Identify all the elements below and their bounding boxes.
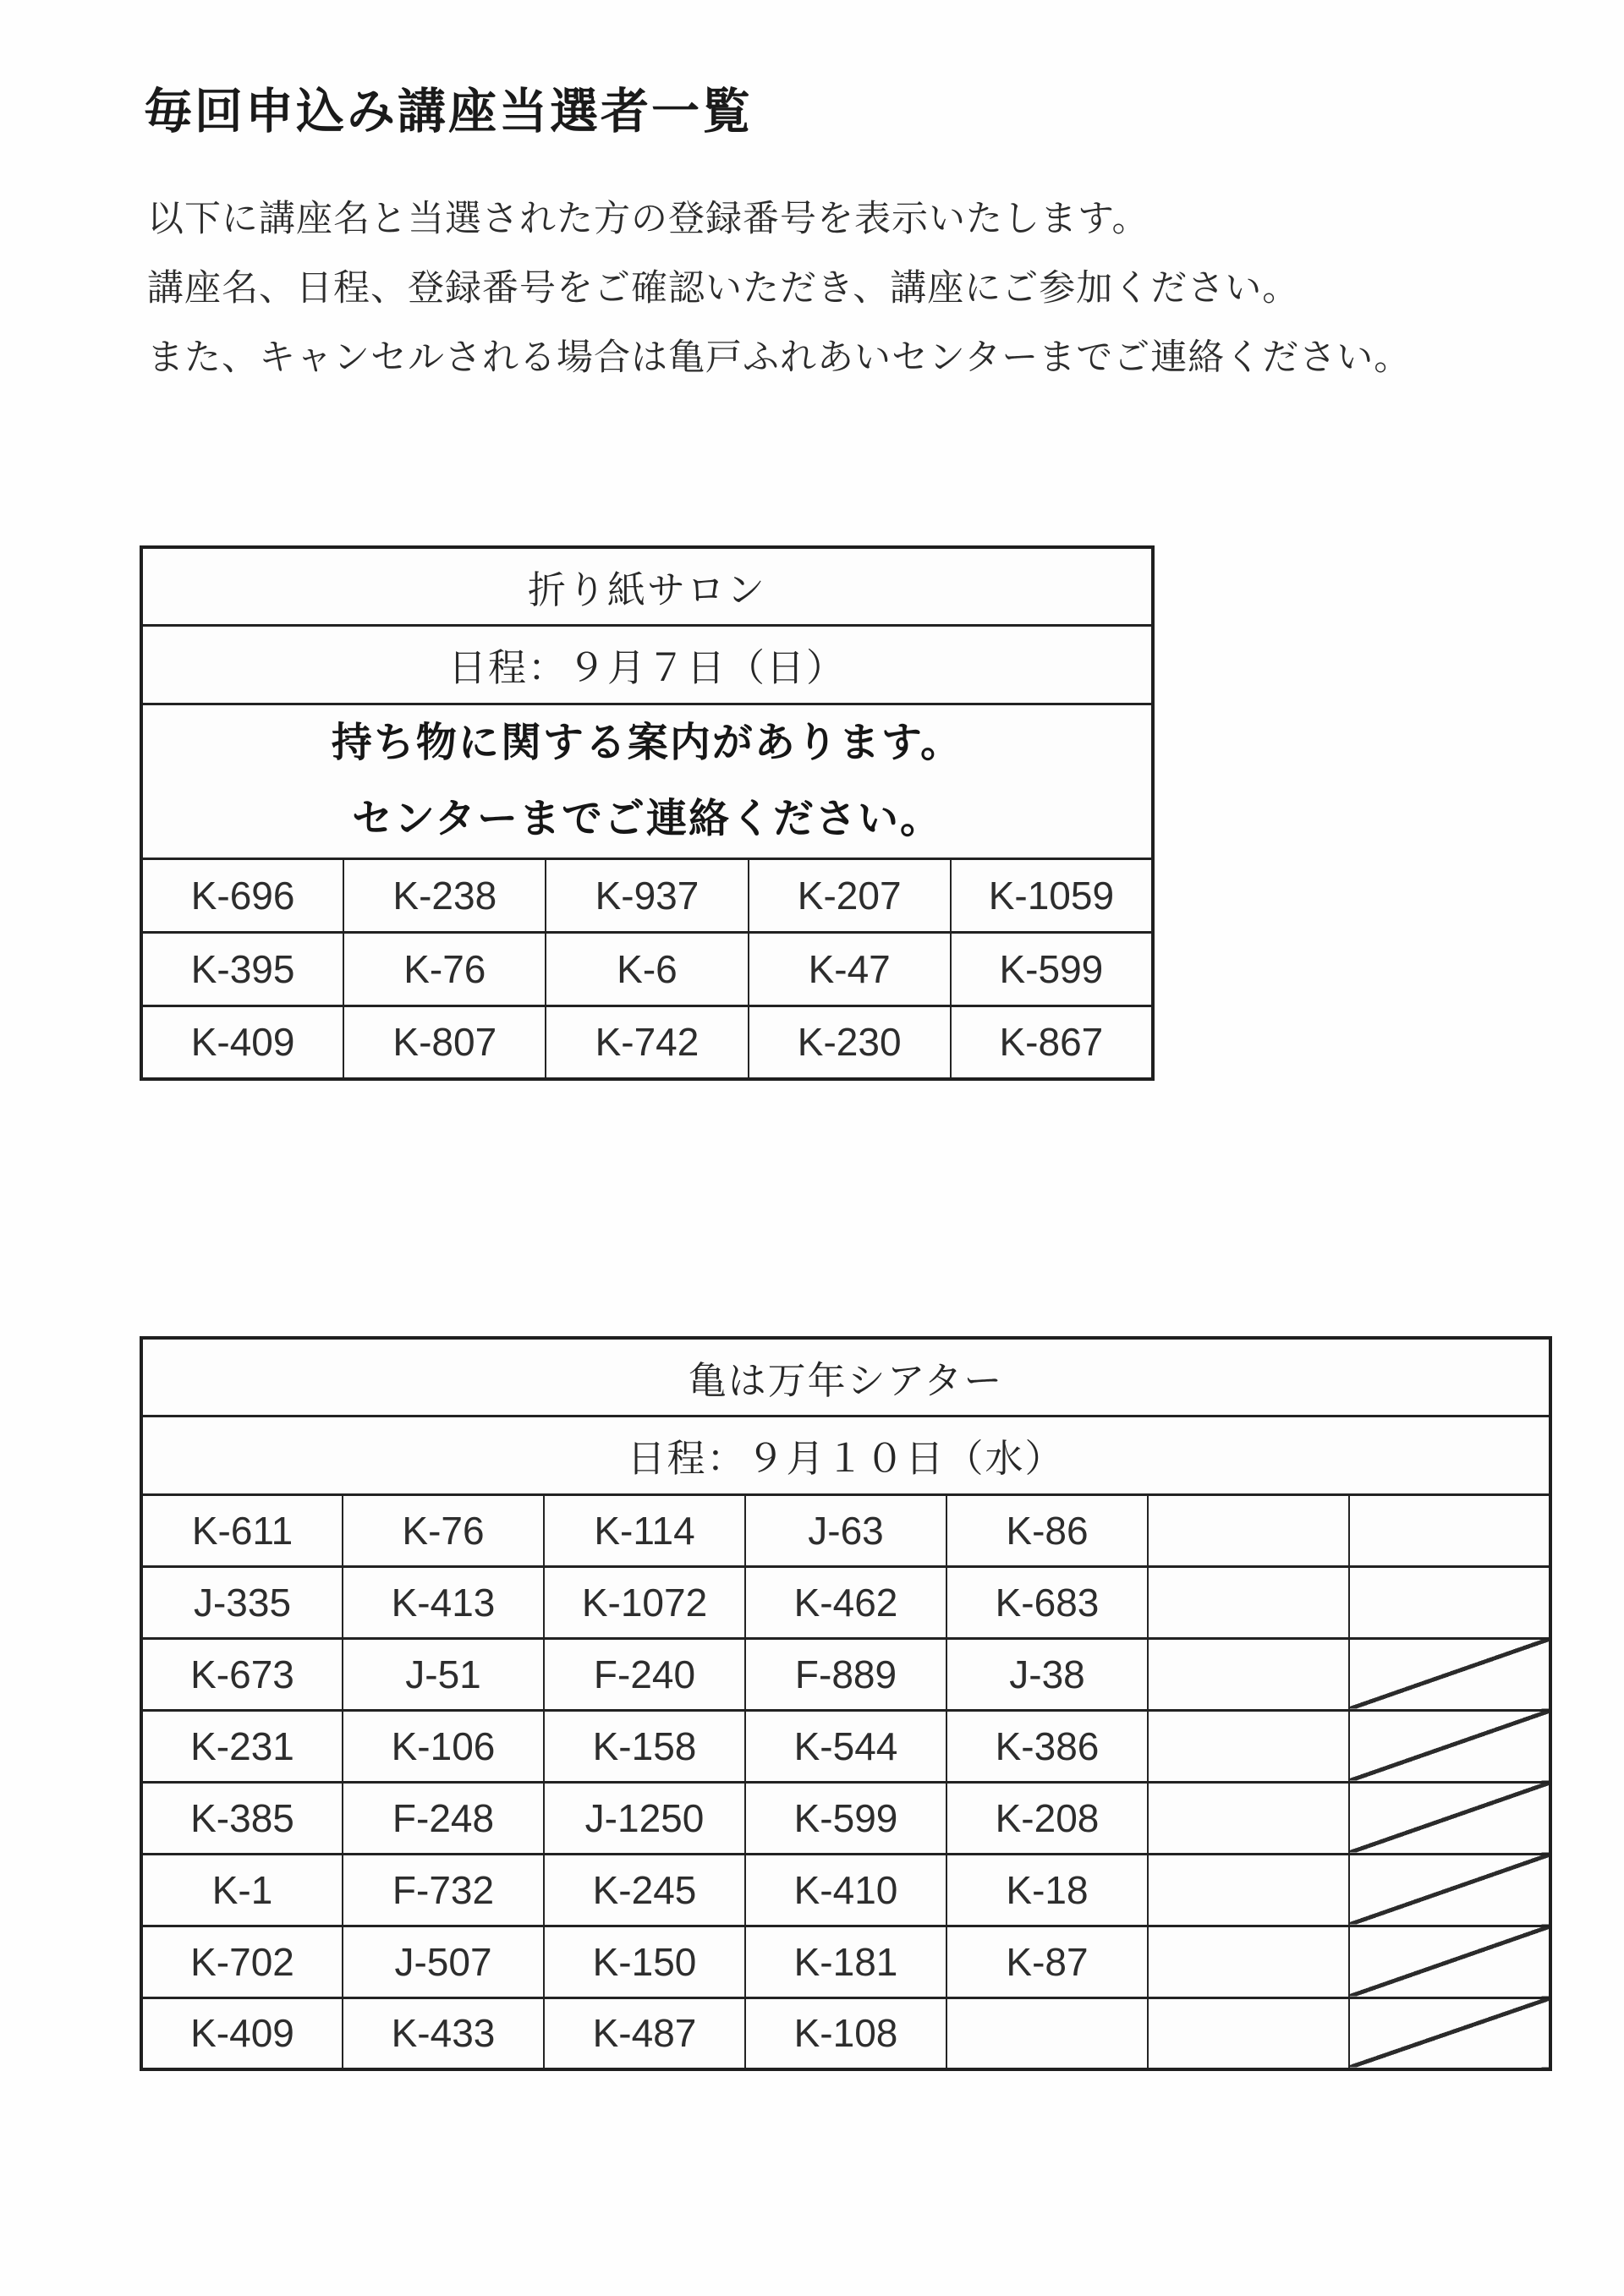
table-row (141, 1338, 1550, 1416)
empty-cell (1148, 1854, 1349, 1926)
intro-paragraph (147, 184, 1411, 392)
crossed-out-cell (1349, 1782, 1550, 1854)
winner-cell: K-1072 (544, 1566, 745, 1638)
winner-cell: J-335 (141, 1566, 343, 1638)
winner-cell: K-76 (343, 1494, 544, 1566)
winner-cell: K-1 (141, 1854, 343, 1926)
winner-cell: K-158 (544, 1710, 745, 1782)
winner-cell: K-395 (141, 932, 343, 1006)
table-row (141, 625, 1153, 704)
table-row (141, 1566, 1550, 1638)
winner-cell: K-6 (546, 932, 748, 1006)
winner-cell: K-181 (745, 1926, 946, 1997)
course-name: 亀は万年シアター (141, 1338, 1550, 1416)
table-row (141, 704, 1153, 858)
winner-cell: K-409 (141, 1006, 343, 1079)
empty-cell (1148, 1710, 1349, 1782)
notice-line: センターまでご連絡ください。 (351, 796, 943, 841)
winner-cell: K-696 (141, 858, 343, 932)
crossed-out-cell (1349, 1710, 1550, 1782)
winner-cell: K-937 (546, 858, 748, 932)
winner-cell: K-544 (745, 1710, 946, 1782)
table-row (141, 1638, 1550, 1710)
winner-cell: K-1059 (951, 858, 1153, 932)
winner-cell: K-86 (946, 1494, 1148, 1566)
empty-cell (1148, 1566, 1349, 1638)
intro-line: 以下に講座名と当選された方の登録番号を表示いたします。 (147, 199, 1149, 239)
winner-cell: F-240 (544, 1638, 745, 1710)
table-row (141, 1926, 1550, 1997)
winner-cell: K-238 (343, 858, 546, 932)
empty-cell (1148, 1997, 1349, 2069)
crossed-out-cell (1349, 1926, 1550, 1997)
winner-cell: K-47 (749, 932, 951, 1006)
notice-cell (141, 704, 1153, 858)
winner-cell: K-742 (546, 1006, 748, 1079)
table-row (141, 1006, 1153, 1079)
winner-cell: K-231 (141, 1710, 343, 1782)
empty-cell (1349, 1494, 1550, 1566)
schedule: 日程：９月７日（日） (141, 625, 1153, 704)
winner-cell: J-507 (343, 1926, 544, 1997)
winner-cell: K-433 (343, 1997, 544, 2069)
crossed-out-cell (1349, 1638, 1550, 1710)
winner-cell: K-87 (946, 1926, 1148, 1997)
winner-cell: K-413 (343, 1566, 544, 1638)
table-row (141, 1710, 1550, 1782)
winner-cell: K-114 (544, 1494, 745, 1566)
winner-cell: K-599 (745, 1782, 946, 1854)
notice-line: 持ち物に関する案内があります。 (331, 720, 963, 765)
winner-cell: K-462 (745, 1566, 946, 1638)
winner-cell: F-889 (745, 1638, 946, 1710)
turtle-theater-table (140, 1336, 1552, 2071)
winner-cell: K-106 (343, 1710, 544, 1782)
empty-cell (1148, 1638, 1349, 1710)
winner-cell: K-611 (141, 1494, 343, 1566)
winner-cell: K-410 (745, 1854, 946, 1926)
winner-cell: F-248 (343, 1782, 544, 1854)
winner-cell: J-51 (343, 1638, 544, 1710)
winner-cell: K-409 (141, 1997, 343, 2069)
winner-cell: J-63 (745, 1494, 946, 1566)
table-row (141, 1854, 1550, 1926)
winner-cell: K-385 (141, 1782, 343, 1854)
empty-cell (1148, 1494, 1349, 1566)
winner-cell: J-38 (946, 1638, 1148, 1710)
table-row (141, 932, 1153, 1006)
winner-cell: K-76 (343, 932, 546, 1006)
schedule: 日程：９月１０日（水） (141, 1416, 1550, 1494)
empty-cell (1148, 1926, 1349, 1997)
course-name: 折り紙サロン (141, 547, 1153, 625)
intro-line: 講座名、日程、登録番号をご確認いただき、講座にご参加ください。 (147, 268, 1300, 309)
winner-cell: K-702 (141, 1926, 343, 1997)
winner-cell: K-245 (544, 1854, 745, 1926)
origami-salon-table (140, 545, 1155, 1081)
winner-cell: F-732 (343, 1854, 544, 1926)
table-row (141, 1997, 1550, 2069)
crossed-out-cell (1349, 1997, 1550, 2069)
winner-cell: K-208 (946, 1782, 1148, 1854)
winner-cell: K-673 (141, 1638, 343, 1710)
winner-cell: K-867 (951, 1006, 1153, 1079)
table-row (141, 1494, 1550, 1566)
table-row (141, 1782, 1550, 1854)
empty-cell (946, 1997, 1148, 2069)
winner-cell: K-150 (544, 1926, 745, 1997)
page-title: 毎回申込み講座当選者一覧 (144, 85, 753, 139)
empty-cell (1148, 1782, 1349, 1854)
winner-cell: K-683 (946, 1566, 1148, 1638)
winner-cell: K-487 (544, 1997, 745, 2069)
winner-cell: K-386 (946, 1710, 1148, 1782)
empty-cell (1349, 1566, 1550, 1638)
intro-line: また、キャンセルされる場合は亀戸ふれあいセンターまでご連絡ください。 (147, 337, 1412, 378)
winner-cell: K-207 (749, 858, 951, 932)
winner-cell: K-18 (946, 1854, 1148, 1926)
table-row (141, 858, 1153, 932)
table-row (141, 1416, 1550, 1494)
winner-cell: K-807 (343, 1006, 546, 1079)
winner-cell: K-230 (749, 1006, 951, 1079)
winner-cell: J-1250 (544, 1782, 745, 1854)
table-row (141, 547, 1153, 625)
crossed-out-cell (1349, 1854, 1550, 1926)
winner-cell: K-599 (951, 932, 1153, 1006)
winner-cell: K-108 (745, 1997, 946, 2069)
